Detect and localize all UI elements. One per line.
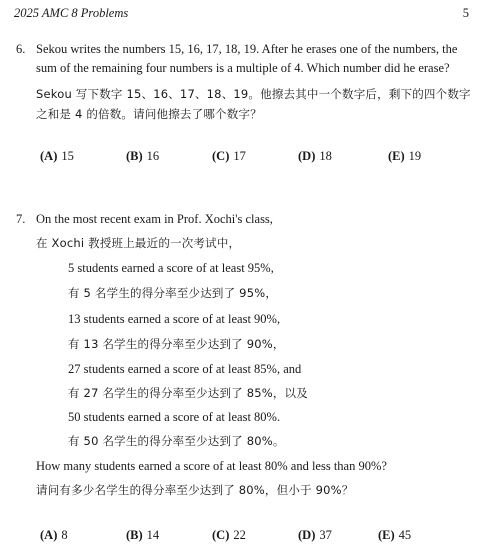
choice-e[interactable] bbox=[378, 528, 411, 543]
choice-b[interactable] bbox=[126, 149, 159, 164]
problem-6-text-en-1: Sekou writes the numbers 15, 16, 17, 18, 19. After he erases one of the numbers, the bbox=[36, 42, 458, 56]
choice-d[interactable] bbox=[298, 528, 332, 543]
choice-label: (E) bbox=[378, 528, 395, 542]
problem-7-line-2-en: 13 students earned a score of at least 90%, bbox=[68, 312, 281, 326]
problem-6-text-cn-2: 之和是 4 的倍数。请问他擦去了哪个数字？ bbox=[36, 107, 262, 121]
header-title: 2025 AMC 8 Problems bbox=[14, 6, 129, 20]
choice-label: (D) bbox=[298, 528, 316, 542]
problem-7-question-cn: 请问有多少名学生的得分率至少达到了 80%，但小于 90%？ bbox=[36, 483, 354, 497]
choice-c[interactable] bbox=[212, 528, 246, 543]
problem-6-choices bbox=[0, 149, 483, 165]
choice-d[interactable] bbox=[298, 149, 332, 164]
choice-value: 16 bbox=[146, 149, 160, 163]
choice-label: (C) bbox=[212, 528, 230, 542]
problem-6-number: 6. bbox=[16, 42, 26, 56]
choice-value: 14 bbox=[146, 528, 160, 542]
choice-label: (E) bbox=[388, 149, 405, 163]
choice-value: 8 bbox=[61, 528, 68, 542]
problem-7-line-4-en: 50 students earned a score of at least 80%. bbox=[68, 410, 281, 424]
problem-7-line-2-cn: 有 13 名学生的得分率至少达到了 90%， bbox=[68, 337, 285, 351]
choice-c[interactable] bbox=[212, 149, 246, 164]
choice-value: 17 bbox=[233, 149, 246, 163]
problem-7-line-4-cn: 有 50 名学生的得分率至少达到了 80%。 bbox=[68, 434, 285, 448]
choice-value: 37 bbox=[319, 528, 332, 542]
problem-7-line-1-cn: 有 5 名学生的得分率至少达到了 95%， bbox=[68, 286, 278, 300]
choice-label: (D) bbox=[298, 149, 316, 163]
choice-value: 45 bbox=[398, 528, 412, 542]
choice-label: (B) bbox=[126, 528, 143, 542]
problem-7-line-3-cn: 有 27 名学生的得分率至少达到了 85%，以及 bbox=[68, 386, 308, 400]
choice-label: (A) bbox=[40, 149, 58, 163]
choice-e[interactable] bbox=[388, 149, 421, 164]
problem-7-intro-en: On the most recent exam in Prof. Xochi's class, bbox=[36, 212, 273, 226]
choice-a[interactable] bbox=[40, 528, 68, 543]
problem-6-text-en-2: sum of the remaining four numbers is a multiple of 4. Which number did he erase? bbox=[36, 61, 450, 75]
choice-label: (B) bbox=[126, 149, 143, 163]
choice-value: 18 bbox=[319, 149, 332, 163]
page-header bbox=[0, 0, 483, 24]
choice-label: (C) bbox=[212, 149, 230, 163]
choice-value: 15 bbox=[61, 149, 74, 163]
problem-7-intro-cn: 在 Xochi 教授班上最近的一次考试中， bbox=[36, 236, 241, 250]
choice-b[interactable] bbox=[126, 528, 159, 543]
problem-7-line-1-en: 5 students earned a score of at least 95%, bbox=[68, 261, 274, 275]
choice-value: 19 bbox=[408, 149, 422, 163]
choice-value: 22 bbox=[233, 528, 246, 542]
problem-7-line-3-en: 27 students earned a score of at least 85%, and bbox=[68, 362, 302, 376]
page-number: 5 bbox=[462, 6, 469, 20]
problem-6-text-cn-1: Sekou 写下数字 15、16、17、18、19。他擦去其中一个数字后，剩下的四个数字 bbox=[36, 87, 471, 101]
choice-label: (A) bbox=[40, 528, 58, 542]
problem-7-choices bbox=[0, 528, 483, 544]
problem-7-number: 7. bbox=[16, 212, 26, 226]
choice-a[interactable] bbox=[40, 149, 74, 164]
problem-7-question-en: How many students earned a score of at least 80% and less than 90%? bbox=[36, 459, 387, 473]
